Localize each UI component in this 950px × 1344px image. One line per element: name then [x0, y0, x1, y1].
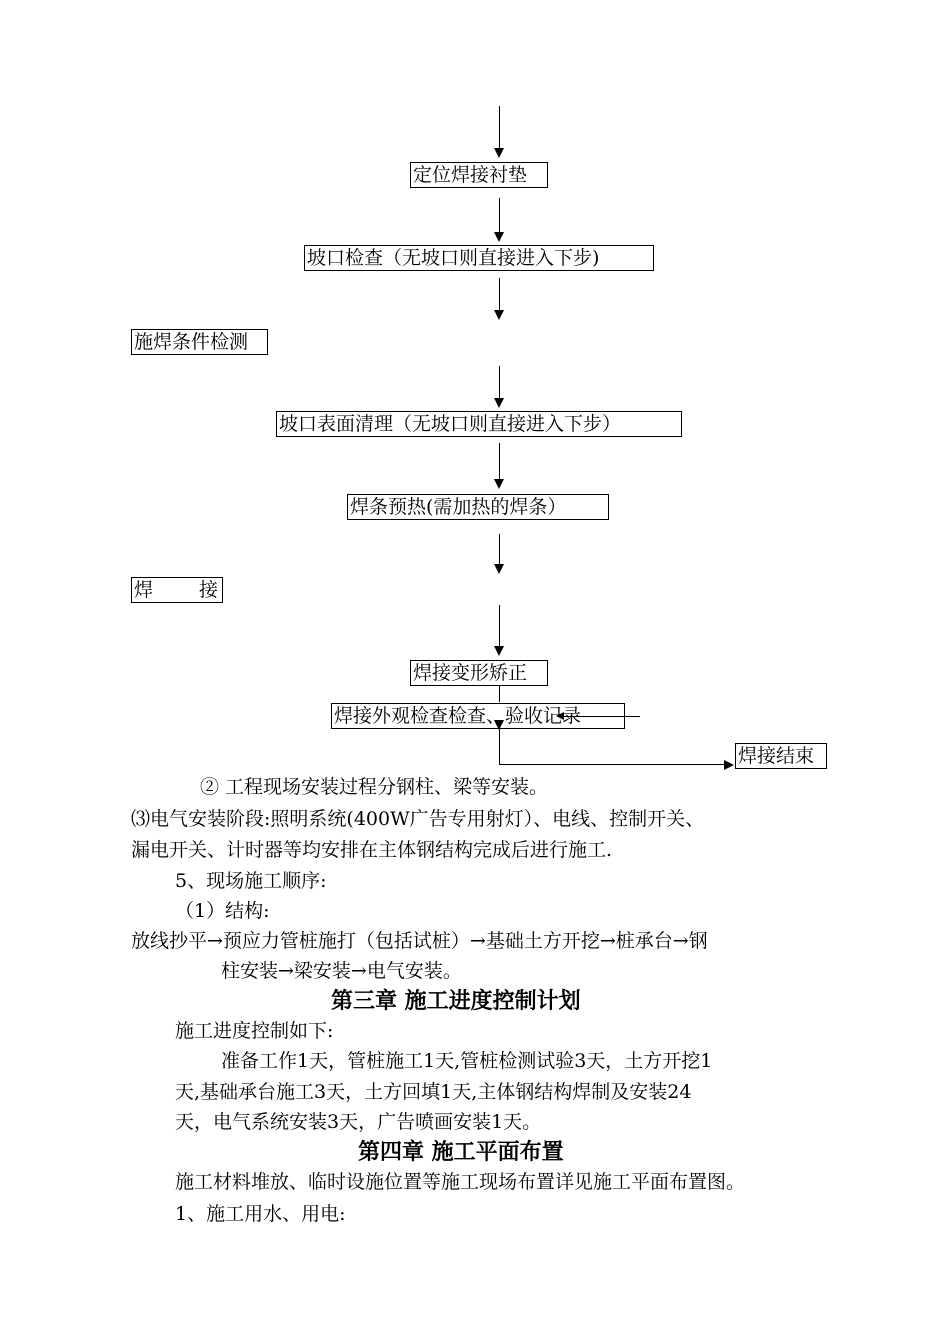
- flow-step-positioning-backing: 定位焊接衬垫: [410, 162, 548, 188]
- heading-water-electricity: 1、施工用水、用电:: [175, 1203, 346, 1225]
- flow-step-welding-end: 焊接结束: [735, 743, 827, 769]
- flow-arrow-line: [499, 198, 500, 234]
- flow-step-visual-inspection: 焊接外观检查检查、验收记录: [331, 703, 625, 729]
- flow-arrow-line: [499, 534, 500, 564]
- paragraph-site-installation: ② 工程现场安装过程分钢柱、梁等安装。: [200, 776, 549, 798]
- flow-step-groove-check: 坡口检查（无坡口则直接进入下步): [304, 245, 654, 271]
- chapter-4-title: 第四章 施工平面布置: [358, 1140, 564, 1165]
- flow-arrow-line: [499, 443, 500, 481]
- flow-end-arrow-head: [724, 760, 734, 770]
- flow-arrow-head: [494, 232, 504, 242]
- paragraph-electrical-stage-cont: 漏电开关、计时器等均安排在主体钢结构完成后进行施工.: [131, 839, 613, 861]
- flow-arrow-head: [494, 646, 504, 656]
- flow-step-welding-char1: 焊: [134, 579, 154, 601]
- flow-step-groove-surface-cleaning: 坡口表面清理（无坡口则直接进入下步）: [276, 411, 682, 437]
- paragraph-schedule-cont1: 天,基础承台施工3天，土方回填1天,主体钢结构焊制及安装24: [175, 1081, 692, 1103]
- heading-construction-sequence: 5、现场施工顺序:: [175, 870, 327, 892]
- flow-arrow-head: [494, 398, 504, 408]
- chapter-3-title: 第三章 施工进度控制计划: [331, 989, 581, 1014]
- flow-step-welding: [131, 577, 223, 603]
- flow-arrow-line: [499, 728, 500, 764]
- flow-arrow-head: [494, 564, 504, 574]
- flow-step-electrode-preheat: 焊条预热(需加热的焊条）: [347, 494, 609, 520]
- flow-arrow-line: [499, 686, 500, 702]
- flow-step-deformation-correction: 焊接变形矫正: [410, 660, 548, 686]
- paragraph-schedule-intro: 施工进度控制如下:: [175, 1020, 334, 1042]
- flow-arrow-head: [494, 479, 504, 489]
- flow-return-arrow-head: [556, 712, 564, 720]
- paragraph-sequence-cont: 柱安装→梁安装→电气安装。: [221, 960, 462, 982]
- flow-arrow-line: [499, 605, 500, 647]
- paragraph-sequence: 放线抄平→预应力管桩施打（包括试桩）→基础土方开挖→桩承台→钢: [131, 930, 708, 952]
- flow-arrow-line: [499, 278, 500, 312]
- flow-arrow-line: [499, 106, 500, 152]
- flow-end-line: [499, 764, 725, 765]
- flow-arrow-head: [494, 148, 504, 158]
- flow-step-welding-condition-check: 施焊条件检测: [131, 329, 268, 355]
- flow-return-line: [562, 716, 640, 717]
- flow-arrow-head: [494, 720, 504, 730]
- subheading-structure: （1）结构:: [175, 900, 270, 922]
- flow-arrow-head: [494, 310, 504, 320]
- paragraph-schedule: 准备工作1天，管桩施工1天,管桩检测试验3天，土方开挖1: [221, 1050, 713, 1072]
- paragraph-electrical-stage: ⑶电气安装阶段:照明系统(400W广告专用射灯）、电线、控制开关、: [131, 808, 705, 830]
- flow-arrow-line: [499, 366, 500, 400]
- paragraph-schedule-cont2: 天，电气系统安装3天，广告喷画安装1天。: [175, 1111, 542, 1133]
- flow-step-welding-char2: 接: [199, 579, 219, 601]
- paragraph-site-layout: 施工材料堆放、临时设施位置等施工现场布置详见施工平面布置图。: [175, 1171, 746, 1193]
